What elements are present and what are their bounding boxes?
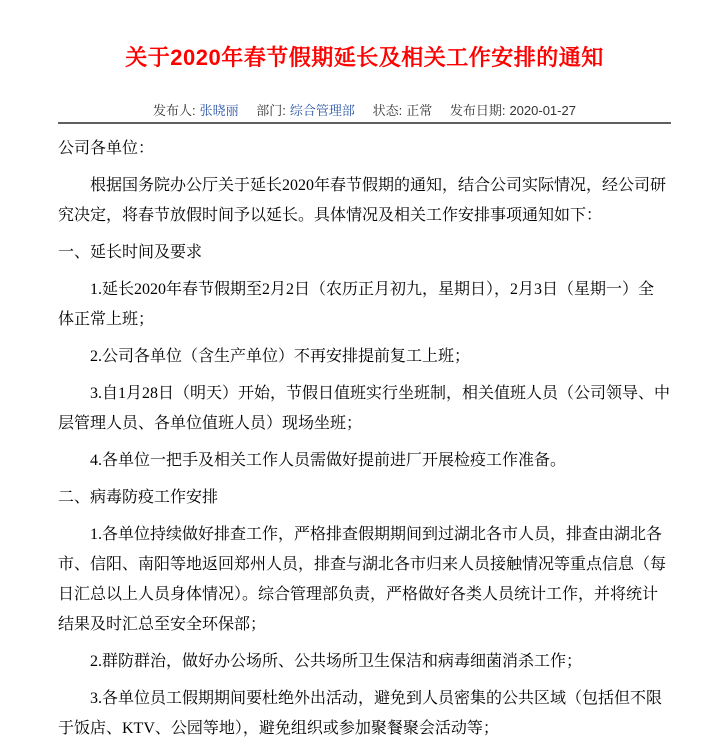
- notice-body: [58, 134, 671, 740]
- meta-department: [256, 103, 358, 118]
- body-line: 3.自1月28日（明天）开始，节假日值班实行坐班制，相关值班人员（公司领导、中: [90, 385, 671, 402]
- meta-status: [373, 103, 436, 118]
- department-value[interactable]: 综合管理部: [289, 103, 355, 118]
- body-line: 2.公司各单位（含生产单位）不再安排提前复工上班；: [90, 348, 471, 365]
- body-line: 公司各单位：: [58, 140, 155, 157]
- body-line: 3.各单位员工假期期间要杜绝外出活动，避免到人员密集的公共区域（包括但不限: [90, 690, 663, 707]
- body-line: 究决定，将春节放假时间予以延长。具体情况及相关工作安排事项通知如下：: [58, 207, 603, 224]
- paragraph: [58, 275, 671, 335]
- notice-title: 关于2020年春节假期延长及相关工作安排的通知: [125, 45, 604, 70]
- department-label: 部门:: [256, 103, 286, 118]
- paragraph: [58, 647, 671, 677]
- publish-date-label: 发布日期:: [449, 103, 506, 118]
- status-value: 正常: [406, 103, 433, 118]
- paragraph: [58, 483, 671, 513]
- meta-publisher: [153, 103, 242, 118]
- paragraph: [58, 134, 671, 164]
- body-line: 1.延长2020年春节假期至2月2日（农历正月初九，星期日），2月3日（星期一）全: [90, 281, 655, 298]
- body-line: 1.各单位持续做好排查工作，严格排查假期期间到过湖北各市人员，排查由湖北各: [90, 526, 663, 543]
- publisher-value[interactable]: 张晓丽: [199, 103, 239, 118]
- body-line: 一、延长时间及要求: [58, 244, 203, 261]
- body-line: 2.群防群治，做好办公场所、公共场所卫生保洁和病毒细菌消杀工作；: [90, 653, 583, 670]
- divider: [58, 122, 671, 124]
- paragraph: [58, 342, 671, 372]
- paragraph: [58, 238, 671, 268]
- paragraph: [58, 171, 671, 231]
- body-line: 层管理人员、各单位值班人员）现场坐班；: [58, 415, 363, 432]
- notice-content: [58, 0, 671, 740]
- meta-bar: [58, 104, 671, 118]
- body-line: 日汇总以上人员身体情况）。综合管理部负责，严格做好各类人员统计工作，并将统计: [58, 586, 659, 603]
- publish-date-value: 2020-01-27: [509, 103, 576, 118]
- body-line: 市、信阳、南阳等地返回郑州人员，排查与湖北各市归来人员接触情况等重点信息（每: [58, 556, 667, 573]
- paragraph: [58, 446, 671, 476]
- body-line: 于饭店、KTV、公园等地），避免组织或参加聚餐聚会活动等；: [58, 720, 499, 737]
- body-line: 二、病毒防疫工作安排: [58, 489, 219, 506]
- paragraph: [58, 520, 671, 640]
- status-label: 状态:: [372, 103, 403, 118]
- body-line: 体正常上班；: [58, 311, 155, 328]
- paragraph: [58, 684, 671, 740]
- publisher-label: 发布人:: [153, 103, 196, 118]
- paragraph: [58, 379, 671, 439]
- body-line: 根据国务院办公厅关于延长2020年春节假期的通知，结合公司实际情况，经公司研: [90, 177, 667, 194]
- body-line: 4.各单位一把手及相关工作人员需做好提前进厂开展检疫工作准备。: [90, 452, 567, 469]
- meta-publish-date: [450, 103, 576, 118]
- body-line: 结果及时汇总至安全环保部；: [58, 616, 267, 633]
